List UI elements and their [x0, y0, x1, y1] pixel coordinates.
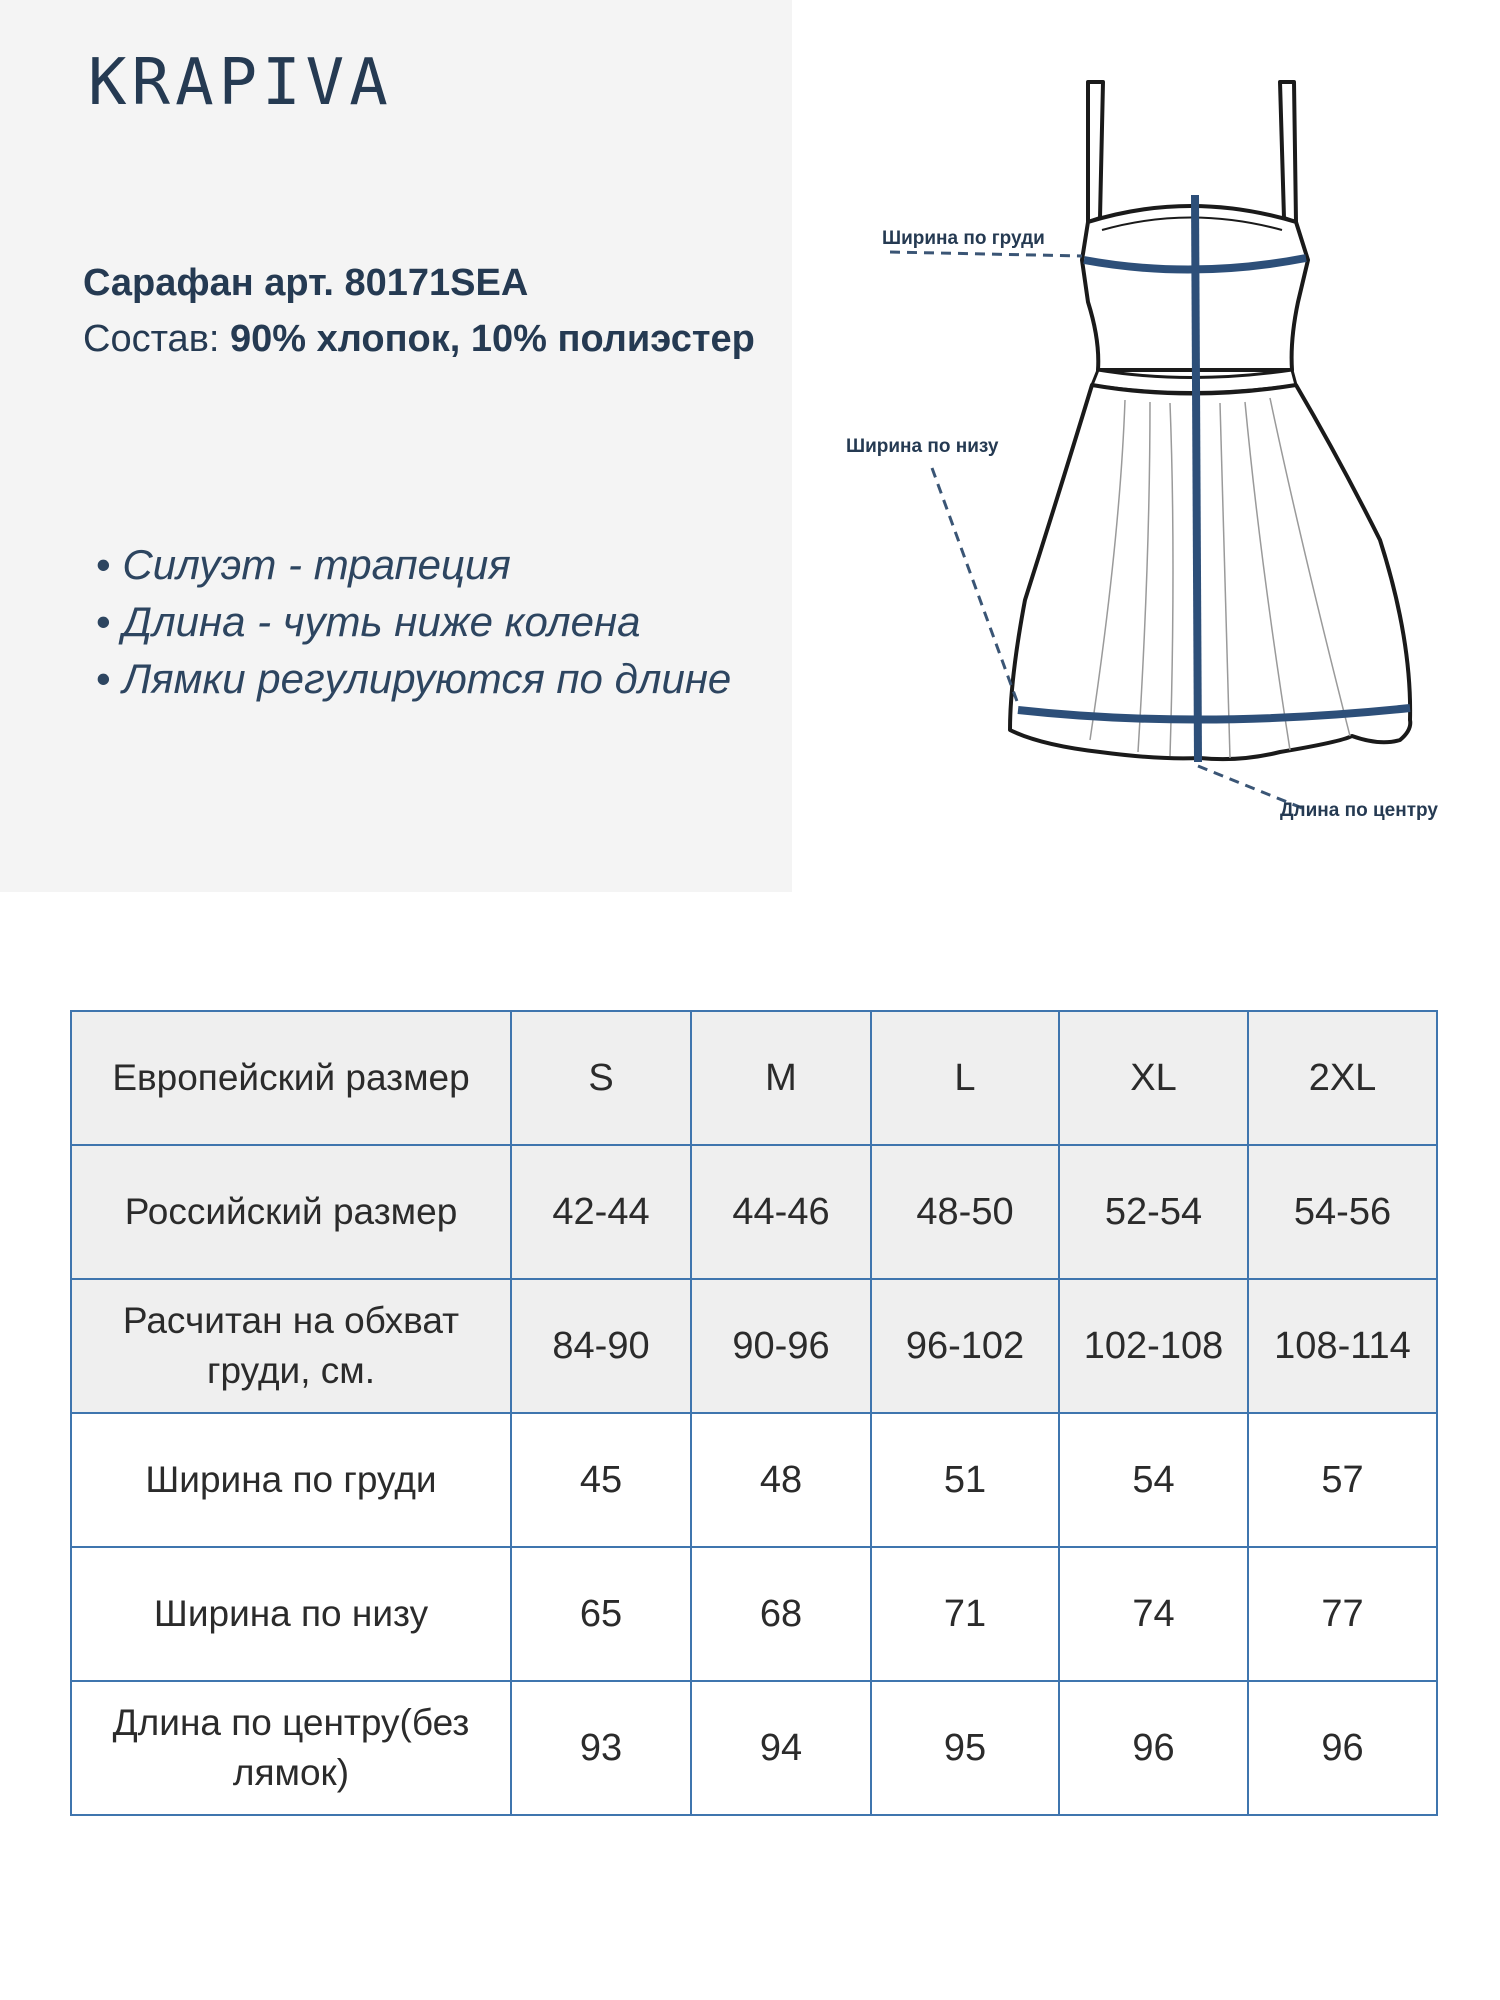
table-cell: 54-56 [1248, 1145, 1437, 1279]
row-label: Российский размер [71, 1145, 511, 1279]
table-cell: 93 [511, 1681, 691, 1815]
composition-value: 90% хлопок, 10% полиэстер [230, 318, 755, 360]
size-table [70, 1010, 1438, 1816]
brand-logo: KRAPIVA [88, 46, 393, 120]
bottom-width-label: Ширина по низу [846, 436, 999, 457]
product-info-panel [0, 0, 792, 892]
table-row [71, 1547, 1437, 1681]
table-cell: M [691, 1011, 871, 1145]
chest-width-label: Ширина по груди [882, 228, 1045, 249]
table-cell: 96 [1248, 1681, 1437, 1815]
table-cell: 44-46 [691, 1145, 871, 1279]
table-cell: 42-44 [511, 1145, 691, 1279]
table-cell: 57 [1248, 1413, 1437, 1547]
feature-item: • Силуэт - трапеция [96, 536, 731, 593]
table-row [71, 1145, 1437, 1279]
feature-item: • Длина - чуть ниже колена [96, 593, 731, 650]
table-cell: L [871, 1011, 1059, 1145]
table-cell: 108-114 [1248, 1279, 1437, 1413]
table-cell: 95 [871, 1681, 1059, 1815]
table-row [71, 1681, 1437, 1815]
table-cell: 68 [691, 1547, 871, 1681]
table-cell: 74 [1059, 1547, 1248, 1681]
table-cell: 102-108 [1059, 1279, 1248, 1413]
table-cell: 71 [871, 1547, 1059, 1681]
table-cell: 90-96 [691, 1279, 871, 1413]
product-composition [83, 318, 755, 361]
table-cell: 45 [511, 1413, 691, 1547]
table-cell: S [511, 1011, 691, 1145]
composition-label: Состав: [83, 318, 220, 360]
row-label: Расчитан на обхват груди, см. [71, 1279, 511, 1413]
row-label: Ширина по груди [71, 1413, 511, 1547]
table-cell: 2XL [1248, 1011, 1437, 1145]
table-cell: 96 [1059, 1681, 1248, 1815]
table-cell: 54 [1059, 1413, 1248, 1547]
center-length-label: Длина по центру [1280, 800, 1438, 821]
row-label: Европейский размер [71, 1011, 511, 1145]
table-cell: 96-102 [871, 1279, 1059, 1413]
table-cell: 94 [691, 1681, 871, 1815]
table-cell: 48 [691, 1413, 871, 1547]
table-cell: 48-50 [871, 1145, 1059, 1279]
table-cell: 51 [871, 1413, 1059, 1547]
table-row [71, 1413, 1437, 1547]
table-cell: 52-54 [1059, 1145, 1248, 1279]
feature-list [96, 536, 731, 707]
dress-sketch [820, 40, 1500, 840]
product-title: Сарафан арт. 80171SEA [83, 262, 529, 304]
table-cell: XL [1059, 1011, 1248, 1145]
table-cell: 65 [511, 1547, 691, 1681]
row-label: Длина по центру(без лямок) [71, 1681, 511, 1815]
row-label: Ширина по низу [71, 1547, 511, 1681]
feature-item: • Лямки регулируются по длине [96, 650, 731, 707]
table-row [71, 1279, 1437, 1413]
table-cell: 84-90 [511, 1279, 691, 1413]
table-cell: 77 [1248, 1547, 1437, 1681]
table-row [71, 1011, 1437, 1145]
